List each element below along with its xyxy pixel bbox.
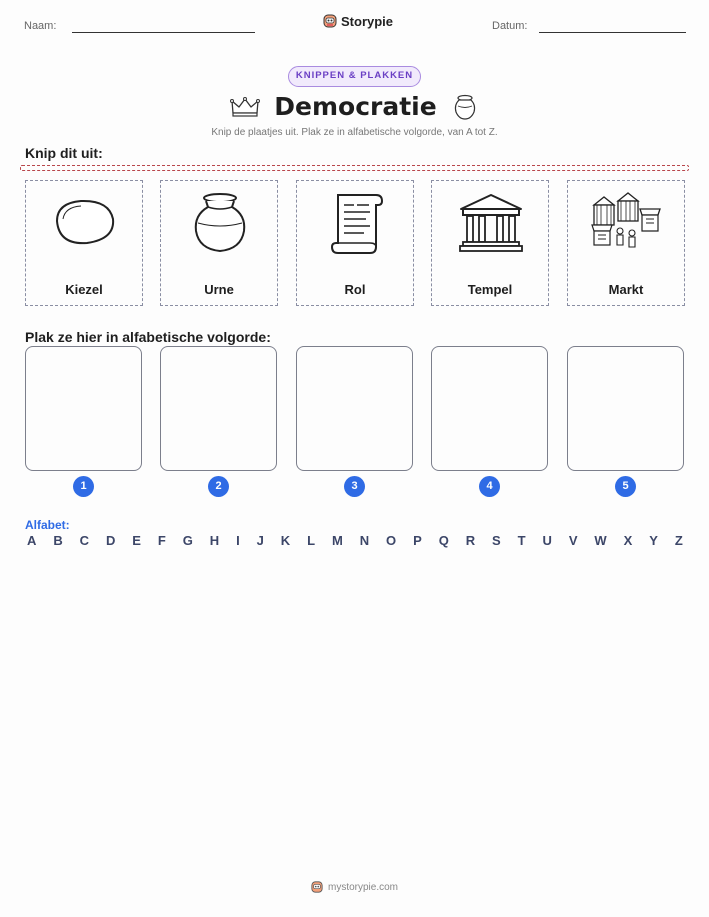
card-rol[interactable] (296, 180, 414, 306)
slot-number-4: 4 (479, 476, 500, 497)
card-urne[interactable] (160, 180, 278, 306)
alphabet-letter: K (280, 533, 291, 548)
urn-icon (186, 189, 254, 257)
alphabet-letter: H (209, 533, 220, 548)
paste-slot-3[interactable] (296, 346, 413, 471)
slot-number-2: 2 (208, 476, 229, 497)
name-label: Naam: (24, 20, 57, 32)
alphabet-letter: N (359, 533, 370, 548)
alphabet-row (27, 533, 683, 548)
alphabet-letter: X (623, 533, 633, 548)
scroll-icon (322, 189, 390, 257)
alphabet-letter: E (132, 533, 141, 548)
alphabet-letter: T (517, 533, 526, 548)
card-label: Markt (608, 282, 644, 297)
page-title: Democratie (274, 92, 437, 121)
alphabet-letter: Q (438, 533, 449, 548)
paste-heading: Plak ze hier in alfabetische volgorde: (25, 329, 271, 345)
alphabet-letter: D (105, 533, 116, 548)
paste-slot-4[interactable] (431, 346, 548, 471)
date-line[interactable] (539, 32, 686, 33)
alphabet-letter: Y (649, 533, 658, 548)
brand-logo (323, 13, 393, 29)
temple-icon (457, 189, 525, 257)
paste-slot-2[interactable] (160, 346, 277, 471)
cut-heading: Knip dit uit: (25, 145, 103, 161)
alphabet-letter: A (27, 533, 37, 548)
slot-number-3: 3 (344, 476, 365, 497)
card-tempel[interactable] (431, 180, 549, 306)
card-label: Urne (204, 282, 234, 297)
footer-url[interactable]: mystorypie.com (327, 881, 398, 893)
alphabet-letter: O (386, 533, 397, 548)
activity-badge: KNIPPEN & PLAKKEN (288, 66, 421, 87)
alphabet-letter: P (413, 533, 422, 548)
alphabet-letter: F (157, 533, 166, 548)
crown-icon (230, 96, 260, 118)
paste-slot-5[interactable] (567, 346, 684, 471)
date-label: Datum: (492, 20, 528, 32)
card-kiezel[interactable] (25, 180, 143, 306)
alphabet-letter: I (236, 533, 240, 548)
alphabet-letter: J (256, 533, 264, 548)
slot-number-5: 5 (615, 476, 636, 497)
storypie-footer-icon (311, 880, 323, 894)
alphabet-title: Alfabet: (25, 518, 70, 532)
alphabet-letter: U (542, 533, 552, 548)
market-icon (590, 189, 662, 257)
alphabet-letter: S (492, 533, 501, 548)
cut-line (20, 165, 689, 171)
title-row (0, 92, 709, 123)
alphabet-letter: V (568, 533, 578, 548)
name-line[interactable] (72, 32, 255, 33)
card-markt[interactable] (567, 180, 685, 306)
urn-title-icon (451, 93, 479, 121)
alphabet-letter: R (465, 533, 476, 548)
card-label: Kiezel (65, 282, 103, 297)
alphabet-letter: G (182, 533, 193, 548)
card-label: Tempel (467, 282, 513, 297)
alphabet-letter: C (79, 533, 90, 548)
brand-name: Storypie (341, 13, 394, 29)
alphabet-letter: M (331, 533, 343, 548)
instructions: Knip de plaatjes uit. Plak ze in alfabetische volgorde, van A tot Z. (211, 127, 498, 138)
storypie-mascot-icon (323, 13, 337, 29)
alphabet-letter: Z (674, 533, 683, 548)
alphabet-letter: W (594, 533, 607, 548)
pebble-icon (51, 189, 119, 257)
paste-slot-1[interactable] (25, 346, 142, 471)
footer (0, 880, 709, 899)
alphabet-letter: L (307, 533, 316, 548)
slot-number-1: 1 (73, 476, 94, 497)
card-label: Rol (344, 282, 366, 297)
alphabet-letter: B (53, 533, 63, 548)
